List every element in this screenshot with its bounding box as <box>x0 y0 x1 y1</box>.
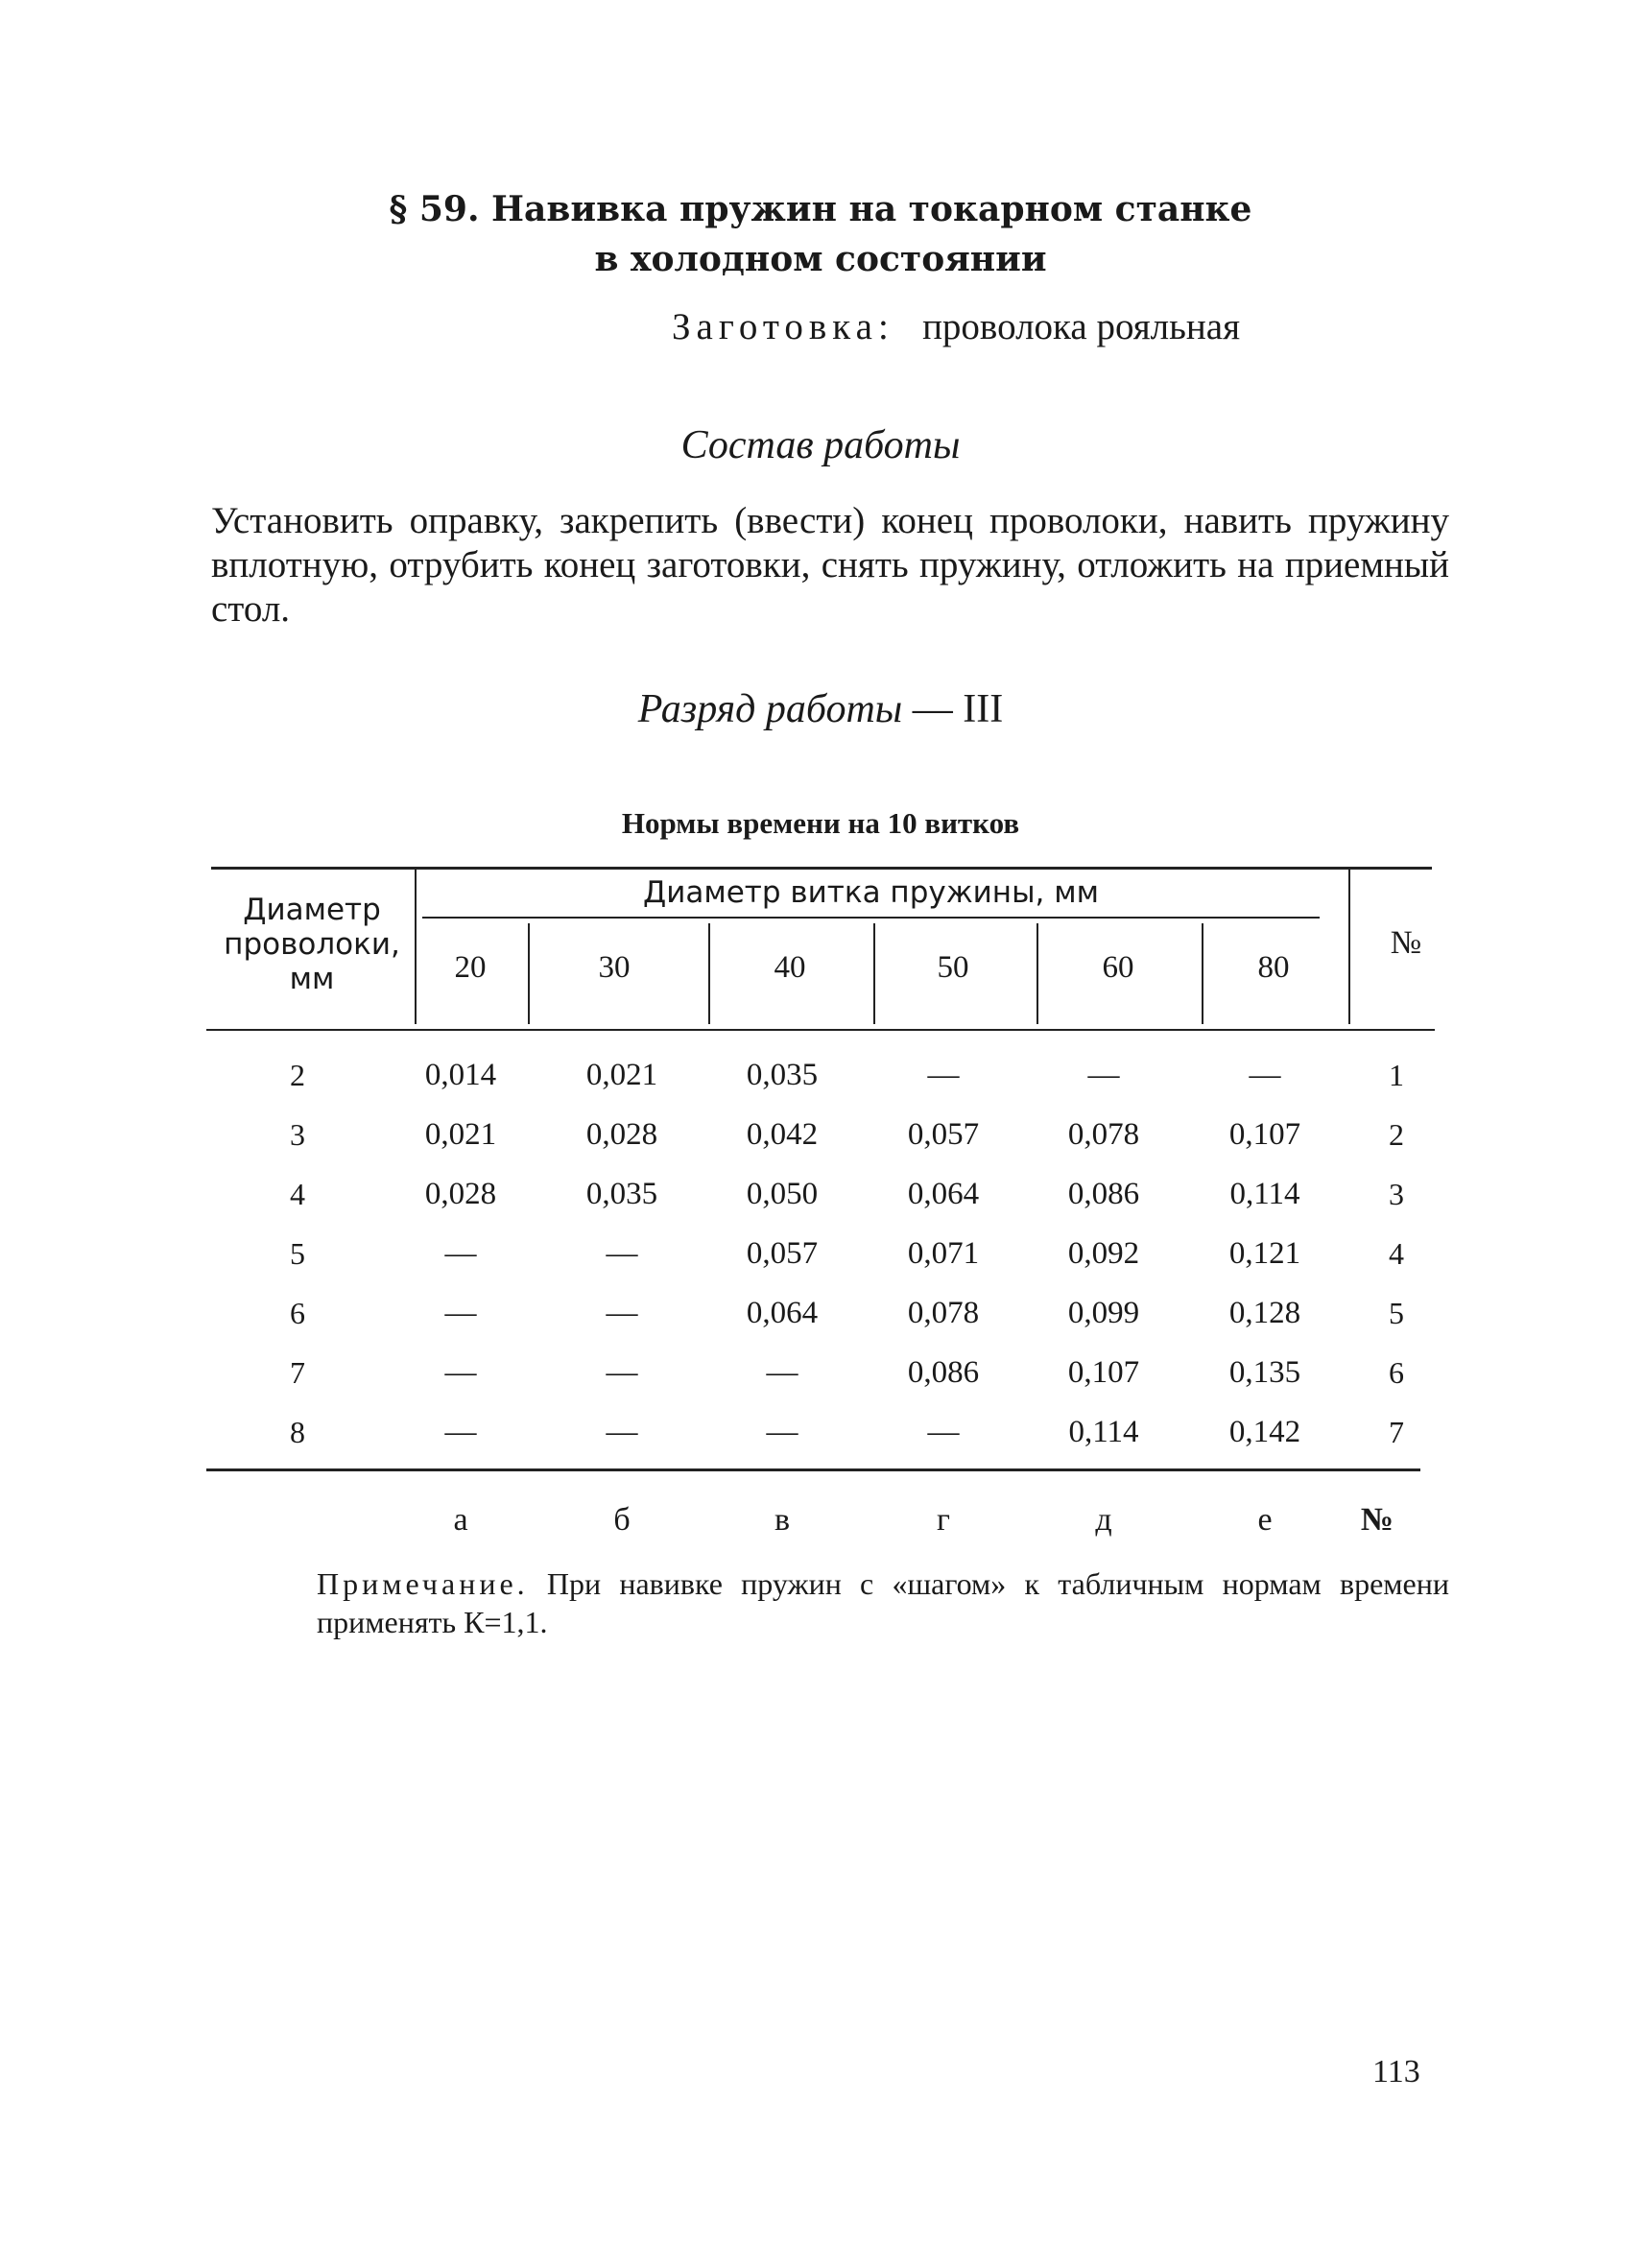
value-cell: 0,092 <box>1067 1236 1140 1271</box>
value-cell: — <box>444 1355 477 1390</box>
grade-value: III <box>963 687 1004 731</box>
number-header: № <box>1390 925 1422 961</box>
row-number: 7 <box>1389 1415 1404 1449</box>
wire-diameter: 6 <box>290 1296 305 1330</box>
row-number: 1 <box>1389 1058 1404 1092</box>
value-cell: 0,107 <box>1228 1117 1301 1152</box>
footer-letter-g: г <box>937 1502 950 1538</box>
value-cell: 0,028 <box>585 1117 658 1152</box>
value-cell: — <box>766 1355 798 1390</box>
value-cell: 0,035 <box>746 1058 819 1092</box>
col-header-50: 50 <box>937 950 969 985</box>
table-top-rule <box>211 867 1432 870</box>
table-bottom-rule <box>206 1468 1420 1471</box>
grade-line <box>288 686 1353 732</box>
value-cell: — <box>606 1415 638 1449</box>
value-cell: 0,014 <box>424 1058 497 1092</box>
wire-diameter: 4 <box>290 1177 305 1211</box>
vline-col-2 <box>708 923 710 1024</box>
row-header-line3: мм <box>289 962 335 996</box>
value-cell: — <box>444 1415 477 1449</box>
value-cell: 0,064 <box>907 1177 980 1211</box>
footer-letter-b: б <box>613 1502 631 1538</box>
footer-number: № <box>1360 1502 1394 1538</box>
value-cell: 0,078 <box>907 1296 980 1330</box>
group-header-rule <box>422 917 1320 919</box>
value-cell: — <box>606 1236 638 1271</box>
section-heading <box>288 184 1353 284</box>
value-cell: 0,021 <box>585 1058 658 1092</box>
composition-text: Установить оправку, закрепить (ввести) конец проволоки, навить пружину вплотную, отрубить конец заготовки, снять пружину, отложить на приемный стол. <box>211 500 1449 630</box>
blank-label: Заготовка: <box>672 306 894 347</box>
wire-diameter: 7 <box>290 1355 305 1390</box>
vline-number <box>1348 869 1350 1024</box>
section-title-line1: § 59. Навивка пружин на токарном станке <box>389 189 1252 229</box>
footer-letter-a: а <box>453 1502 468 1538</box>
row-number: 2 <box>1389 1117 1404 1152</box>
col-header-30: 30 <box>598 950 631 985</box>
col-header-60: 60 <box>1102 950 1134 985</box>
group-header: Диаметр витка пружины, мм <box>642 875 1100 910</box>
note-text: При навивке пружин с «шагом» к табличным нормам времени применять К=1,1. <box>317 1566 1450 1639</box>
value-cell: — <box>1249 1058 1281 1092</box>
footer-letter-v: в <box>774 1502 791 1538</box>
row-header-cell <box>211 893 413 996</box>
value-cell: 0,035 <box>585 1177 658 1211</box>
value-cell: 0,099 <box>1067 1296 1140 1330</box>
row-number: 5 <box>1389 1296 1404 1330</box>
table-title: Нормы времени на 10 витков <box>621 806 1020 840</box>
value-cell: 0,114 <box>1229 1177 1300 1211</box>
grade-dash: — <box>912 687 953 731</box>
value-cell: 0,021 <box>424 1117 497 1152</box>
value-cell: 0,114 <box>1068 1415 1139 1449</box>
composition-title: Состав работы <box>680 423 961 467</box>
value-cell: 0,078 <box>1067 1117 1140 1152</box>
page-number: 113 <box>1372 2054 1420 2089</box>
footer-letter-e: е <box>1257 1502 1273 1538</box>
value-cell: — <box>444 1296 477 1330</box>
vline-col-3 <box>873 923 875 1024</box>
blank-line <box>672 305 1240 348</box>
col-header-20: 20 <box>454 950 487 985</box>
value-cell: 0,057 <box>907 1117 980 1152</box>
section-title-line2: в холодном состоянии <box>594 239 1047 279</box>
value-cell: 0,086 <box>907 1355 980 1390</box>
value-cell: — <box>444 1236 477 1271</box>
value-cell: 0,135 <box>1228 1355 1301 1390</box>
blank-value: проволока рояльная <box>922 306 1241 347</box>
col-header-40: 40 <box>774 950 806 985</box>
wire-diameter: 5 <box>290 1236 305 1271</box>
value-cell: 0,028 <box>424 1177 497 1211</box>
row-number: 4 <box>1389 1236 1404 1271</box>
wire-diameter: 8 <box>290 1415 305 1449</box>
value-cell: 0,107 <box>1067 1355 1140 1390</box>
header-bottom-rule <box>206 1029 1435 1031</box>
vline-col-4 <box>1036 923 1038 1024</box>
row-number: 6 <box>1389 1355 1404 1390</box>
value-cell: 0,057 <box>746 1236 819 1271</box>
value-cell: — <box>766 1415 798 1449</box>
row-header-line1: Диаметр <box>243 893 381 927</box>
note <box>317 1564 1449 1641</box>
value-cell: 0,064 <box>746 1296 819 1330</box>
value-cell: — <box>927 1058 960 1092</box>
grade-label: Разряд работы <box>637 687 903 731</box>
value-cell: 0,086 <box>1067 1177 1140 1211</box>
value-cell: 0,142 <box>1228 1415 1301 1449</box>
wire-diameter: 2 <box>290 1058 305 1092</box>
col-header-80: 80 <box>1257 950 1290 985</box>
row-header-line2: проволоки, <box>224 927 400 962</box>
value-cell: 0,071 <box>907 1236 980 1271</box>
value-cell: — <box>606 1296 638 1330</box>
wire-diameter: 3 <box>290 1117 305 1152</box>
value-cell: — <box>1087 1058 1120 1092</box>
note-label: Примечание. <box>317 1566 529 1601</box>
value-cell: — <box>606 1355 638 1390</box>
value-cell: 0,050 <box>746 1177 819 1211</box>
footer-letter-d: д <box>1095 1502 1112 1538</box>
value-cell: — <box>927 1415 960 1449</box>
row-number: 3 <box>1389 1177 1404 1211</box>
vline-row-header <box>415 869 417 1024</box>
value-cell: 0,042 <box>746 1117 819 1152</box>
value-cell: 0,121 <box>1228 1236 1301 1271</box>
value-cell: 0,128 <box>1228 1296 1301 1330</box>
